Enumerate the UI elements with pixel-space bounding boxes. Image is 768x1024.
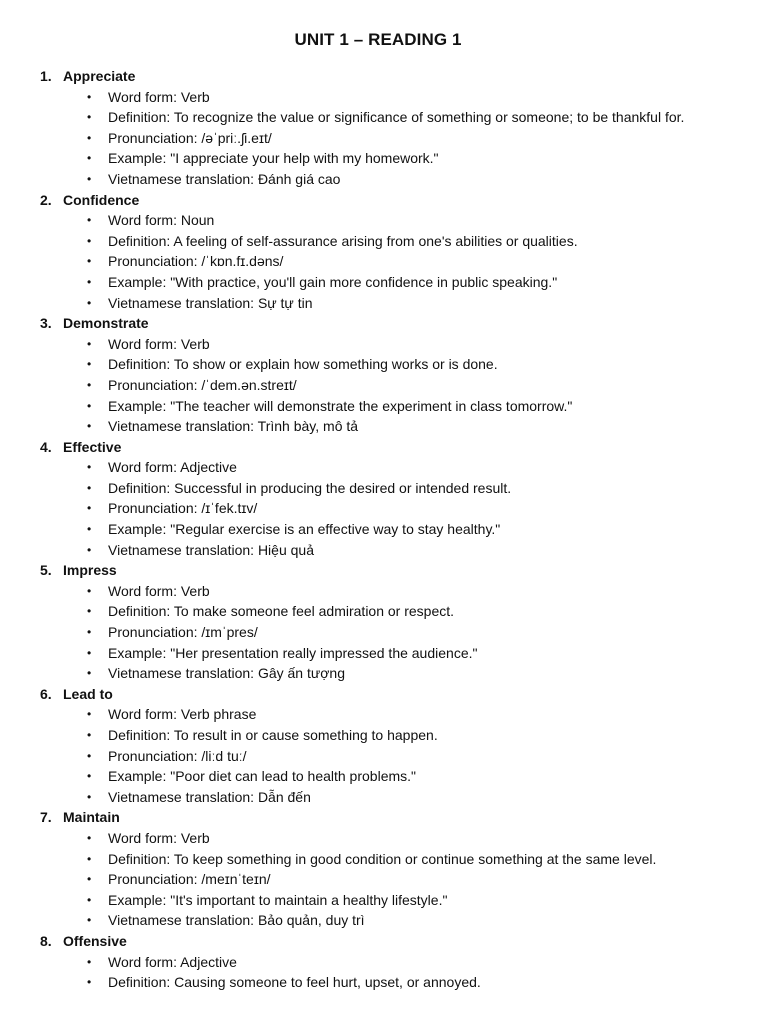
- bullet-icon: •: [87, 522, 92, 537]
- entry-detail-item: [0, 725, 768, 746]
- bullet-icon: •: [87, 254, 92, 269]
- entry-detail-item: [0, 910, 768, 931]
- vocab-entry-heading: [0, 66, 768, 87]
- entry-number: 7.: [40, 809, 52, 826]
- bullet-icon: •: [87, 954, 92, 969]
- entry-details-list: [0, 828, 768, 931]
- entry-detail-text: Vietnamese translation: Sự tự tin: [108, 294, 313, 311]
- entry-detail-text: Word form: Verb: [108, 88, 210, 105]
- entry-detail-item: [0, 293, 768, 314]
- entry-detail-text: Pronunciation: /ˈkɒn.fɪ.dəns/: [108, 253, 284, 270]
- vocab-word: Lead to: [63, 685, 113, 702]
- vocab-entry-heading: [0, 190, 768, 211]
- entry-number: 4.: [40, 438, 52, 455]
- entry-detail-text: Word form: Verb: [108, 335, 210, 352]
- entry-detail-item: [0, 272, 768, 293]
- entry-detail-item: [0, 519, 768, 540]
- entry-number: 2.: [40, 191, 52, 208]
- entry-detail-item: [0, 210, 768, 231]
- vocab-word: Offensive: [63, 932, 127, 949]
- entry-detail-item: [0, 540, 768, 561]
- entry-detail-text: Definition: To recognize the value or significance of something or someone; to be thankful for.: [108, 109, 685, 126]
- bullet-icon: •: [87, 645, 92, 660]
- bullet-icon: •: [87, 830, 92, 845]
- entry-detail-text: Definition: To show or explain how something works or is done.: [108, 356, 498, 373]
- entry-detail-item: [0, 334, 768, 355]
- vocab-entry: [0, 66, 768, 190]
- bullet-icon: •: [87, 728, 92, 742]
- entry-number: 6.: [40, 685, 52, 702]
- entry-detail-text: Example: "Regular exercise is an effective way to stay healthy.": [108, 521, 501, 538]
- vocab-entry-heading: [0, 807, 768, 828]
- bullet-icon: •: [87, 480, 92, 495]
- entry-detail-item: [0, 478, 768, 499]
- vocab-entry: [0, 684, 768, 808]
- entry-detail-text: Definition: A feeling of self-assurance arising from one's abilities or qualities.: [108, 232, 578, 249]
- vocab-entry-heading: [0, 684, 768, 705]
- entry-details-list: [0, 87, 768, 190]
- vocab-entry: [0, 437, 768, 561]
- entry-detail-item: [0, 643, 768, 664]
- entry-detail-text: Example: "It's important to maintain a healthy lifestyle.": [108, 891, 448, 908]
- entry-details-list: [0, 210, 768, 313]
- vocab-entry: [0, 931, 768, 993]
- entry-detail-text: Pronunciation: /ɪˈfek.tɪv/: [108, 500, 258, 517]
- entry-detail-item: [0, 169, 768, 190]
- bullet-icon: •: [87, 460, 92, 475]
- entry-detail-text: Vietnamese translation: Dẫn đến: [108, 788, 311, 805]
- bullet-icon: •: [87, 171, 92, 186]
- entry-detail-text: Example: "With practice, you'll gain more confidence in public speaking.": [108, 273, 558, 290]
- entry-detail-text: Word form: Adjective: [108, 953, 237, 970]
- entry-detail-item: [0, 354, 768, 375]
- entry-number: 3.: [40, 315, 52, 332]
- vocabulary-list: [0, 66, 768, 993]
- entry-detail-text: Pronunciation: /ɪmˈpres/: [108, 624, 258, 641]
- entry-detail-item: [0, 766, 768, 787]
- entry-details-list: [0, 952, 768, 993]
- bullet-icon: •: [87, 542, 92, 557]
- vocab-entry: [0, 807, 768, 931]
- vocab-word: Maintain: [63, 809, 120, 826]
- entry-detail-item: [0, 498, 768, 519]
- bullet-icon: •: [87, 357, 92, 372]
- entry-detail-text: Pronunciation: /liːd tuː/: [108, 747, 247, 764]
- entry-detail-item: [0, 87, 768, 108]
- entry-detail-text: Pronunciation: /əˈpriː.ʃi.eɪt/: [108, 129, 272, 146]
- bullet-icon: •: [87, 892, 92, 907]
- entry-number: 5.: [40, 562, 52, 579]
- vocab-entry: [0, 313, 768, 437]
- bullet-icon: •: [87, 872, 92, 887]
- entry-details-list: [0, 457, 768, 560]
- entry-detail-text: Example: "The teacher will demonstrate the experiment in class tomorrow.": [108, 397, 573, 414]
- entry-detail-text: Definition: To make someone feel admiration or respect.: [108, 603, 455, 620]
- entry-number: 1.: [40, 68, 52, 84]
- bullet-icon: •: [87, 501, 92, 516]
- entry-detail-text: Pronunciation: /meɪnˈteɪn/: [108, 871, 271, 888]
- entry-details-list: [0, 704, 768, 807]
- vocab-word: Confidence: [63, 191, 140, 208]
- vocab-entry-heading: [0, 313, 768, 334]
- bullet-icon: •: [87, 130, 92, 145]
- bullet-icon: •: [87, 666, 92, 681]
- bullet-icon: •: [87, 89, 92, 104]
- entry-detail-item: [0, 457, 768, 478]
- entry-detail-item: [0, 746, 768, 767]
- entry-detail-item: [0, 251, 768, 272]
- entry-detail-item: [0, 972, 768, 993]
- entry-detail-text: Vietnamese translation: Đánh giá cao: [108, 170, 341, 187]
- entry-detail-item: [0, 890, 768, 911]
- entry-detail-text: Vietnamese translation: Bảo quản, duy trì: [108, 912, 365, 929]
- bullet-icon: •: [87, 851, 92, 866]
- bullet-icon: •: [87, 110, 92, 125]
- entry-detail-item: [0, 828, 768, 849]
- bullet-icon: •: [87, 213, 92, 228]
- entry-detail-text: Example: "Poor diet can lead to health problems.": [108, 768, 416, 785]
- bullet-icon: •: [87, 377, 92, 392]
- entry-detail-text: Definition: Causing someone to feel hurt, upset, or annoyed.: [108, 974, 481, 991]
- entry-detail-item: [0, 128, 768, 149]
- bullet-icon: •: [87, 707, 92, 722]
- bullet-icon: •: [87, 604, 92, 619]
- vocab-entry-heading: [0, 560, 768, 581]
- entry-detail-item: [0, 396, 768, 417]
- entry-detail-item: [0, 107, 768, 128]
- entry-details-list: [0, 581, 768, 684]
- bullet-icon: •: [87, 583, 92, 598]
- entry-details-list: [0, 334, 768, 437]
- entry-number: 8.: [40, 932, 52, 949]
- bullet-icon: •: [87, 398, 92, 413]
- entry-detail-text: Vietnamese translation: Gây ấn tượng: [108, 665, 345, 682]
- bullet-icon: •: [87, 336, 92, 351]
- entry-detail-item: [0, 787, 768, 808]
- entry-detail-item: [0, 601, 768, 622]
- entry-detail-text: Example: "I appreciate your help with my homework.": [108, 150, 439, 167]
- bullet-icon: •: [87, 233, 92, 248]
- entry-detail-item: [0, 231, 768, 252]
- document-title: UNIT 1 – READING 1: [294, 30, 462, 49]
- entry-detail-item: [0, 663, 768, 684]
- entry-detail-item: [0, 849, 768, 870]
- entry-detail-text: Word form: Adjective: [108, 459, 237, 476]
- bullet-icon: •: [87, 295, 92, 310]
- vocab-entry: [0, 560, 768, 684]
- entry-detail-item: [0, 148, 768, 169]
- entry-detail-item: [0, 869, 768, 890]
- vocab-word: Demonstrate: [63, 315, 149, 332]
- vocab-entry: [0, 190, 768, 314]
- vocab-word: Effective: [63, 438, 122, 455]
- entry-detail-text: Word form: Verb: [108, 582, 210, 599]
- vocab-word: Impress: [63, 562, 117, 579]
- entry-detail-text: Pronunciation: /ˈdem.ən.streɪt/: [108, 376, 297, 393]
- entry-detail-item: [0, 581, 768, 602]
- entry-detail-text: Definition: To keep something in good condition or continue something at the same level.: [108, 850, 657, 867]
- bullet-icon: •: [87, 274, 92, 289]
- vocab-word: Appreciate: [63, 68, 136, 84]
- entry-detail-item: [0, 416, 768, 437]
- entry-detail-item: [0, 622, 768, 643]
- entry-detail-text: Definition: Successful in producing the desired or intended result.: [108, 479, 512, 496]
- entry-detail-text: Word form: Verb phrase: [108, 706, 257, 723]
- vocab-entry-heading: [0, 437, 768, 458]
- bullet-icon: •: [87, 913, 92, 928]
- entry-detail-item: [0, 952, 768, 973]
- vocab-entry-heading: [0, 931, 768, 952]
- bullet-icon: •: [87, 151, 92, 166]
- entry-detail-text: Example: "Her presentation really impressed the audience.": [108, 644, 478, 661]
- bullet-icon: •: [87, 748, 92, 763]
- bullet-icon: •: [87, 789, 92, 804]
- entry-detail-item: [0, 375, 768, 396]
- bullet-icon: •: [87, 625, 92, 640]
- entry-detail-text: Vietnamese translation: Hiệu quả: [108, 541, 314, 558]
- entry-detail-text: Definition: To result in or cause something to happen.: [108, 727, 438, 743]
- entry-detail-text: Word form: Noun: [108, 212, 215, 229]
- bullet-icon: •: [87, 975, 92, 990]
- bullet-icon: •: [87, 419, 92, 434]
- entry-detail-text: Word form: Verb: [108, 829, 210, 846]
- bullet-icon: •: [87, 769, 92, 784]
- entry-detail-item: [0, 704, 768, 725]
- entry-detail-text: Vietnamese translation: Trình bày, mô tả: [108, 418, 359, 435]
